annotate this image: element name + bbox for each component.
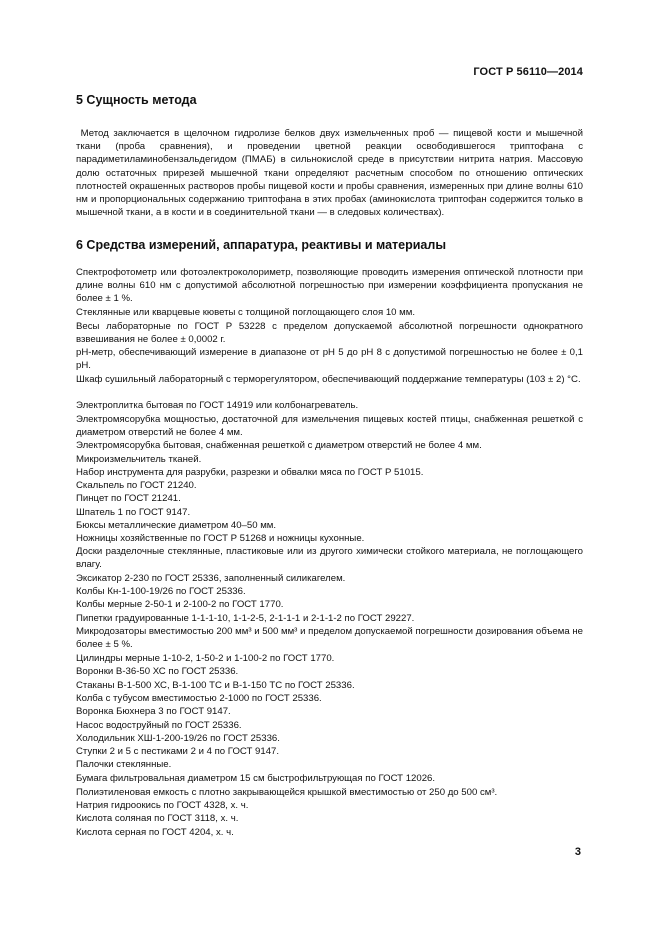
list-item: Микродозаторы вместимостью 200 мм³ и 500 мм³ и пределом допускаемой погрешности дозирования объема не более ± 5 %. — [76, 626, 583, 651]
list-item: Бюксы металлические диаметром 40–50 мм. — [76, 520, 277, 531]
list-item: Стеклянные или кварцевые кюветы с толщиной поглощающего слоя 10 мм. — [76, 307, 416, 318]
list-item: Пинцет по ГОСТ 21241. — [76, 493, 181, 504]
list-item: Весы лабораторные по ГОСТ Р 53228 с пределом допускаемой абсолютной погрешности однократного взвешивания не более ± 0,0002 г. — [76, 321, 583, 346]
list-item: Холодильник ХШ-1-200-19/26 по ГОСТ 25336. — [76, 733, 280, 744]
list-item: Цилиндры мерные 1-10-2, 1-50-2 и 1-100-2 по ГОСТ 1770. — [76, 653, 335, 664]
list-item: рН-метр, обеспечивающий измерение в диапазоне от рН 5 до рН 8 с допустимой погрешностью не более ± 0,1 рН. — [76, 347, 583, 372]
section-5-text — [76, 127, 583, 219]
list-item: Колбы Кн-1-100-19/26 по ГОСТ 25336. — [76, 586, 246, 597]
section-6-title: 6 Средства измерений, аппаратура, реактивы и материалы — [76, 238, 446, 252]
list-item: Пипетки градуированные 1-1-1-10, 1-1-2-5, 2-1-1-1 и 2-1-1-2 по ГОСТ 29227. — [76, 613, 415, 624]
list-item: Ножницы хозяйственные по ГОСТ Р 51268 и ножницы кухонные. — [76, 533, 365, 544]
list-item: Палочки стеклянные. — [76, 759, 172, 770]
list-item: Электромясорубка мощностью, достаточной для измельчения пищевых костей птицы, снабженная решеткой с диаметром отверстий не более 4 мм. — [76, 414, 583, 439]
list-item: Натрия гидроокись по ГОСТ 4328, х. ч. — [76, 800, 249, 811]
page-number: 3 — [574, 846, 581, 858]
list-item: Микроизмельчитель тканей. — [76, 454, 202, 465]
list-item: Спектрофотометр или фотоэлектроколориметр, позволяющие проводить измерения оптической плотности при длине волны 610 нм с допустимой абсолютной погрешностью при измерении коэффициента пропускания не более ± 1 %. — [76, 267, 583, 305]
list-item: Эксикатор 2-230 по ГОСТ 25336, заполненный силикагелем. — [76, 573, 346, 584]
list-item: Набор инструмента для разрубки, разрезки и обвалки мяса по ГОСТ Р 51015. — [76, 467, 424, 478]
list-item: Доски разделочные стеклянные, пластиковые или из другого химически стойкого материала, не поглощающего влагу. — [76, 546, 583, 571]
list-item: Скальпель по ГОСТ 21240. — [76, 480, 197, 491]
list-item: Полиэтиленовая емкость с плотно закрывающейся крышкой вместимостью от 250 до 500 см³. — [76, 787, 498, 798]
standard-header: ГОСТ Р 56110—2014 — [473, 66, 583, 78]
list-item: Колбы мерные 2-50-1 и 2-100-2 по ГОСТ 1770. — [76, 599, 284, 610]
list-item: Кислота соляная по ГОСТ 3118, х. ч. — [76, 813, 239, 824]
list-item: Электромясорубка бытовая, снабженная решеткой с диаметром отверстий не более 4 мм. — [76, 440, 482, 451]
list-item: Бумага фильтровальная диаметром 15 см быстрофильтрующая по ГОСТ 12026. — [76, 773, 436, 784]
list-item: Стаканы В-1-500 ХС, В-1-100 ТС и В-1-150 ТС по ГОСТ 25336. — [76, 680, 355, 691]
list-item: Воронка Бюхнера 3 по ГОСТ 9147. — [76, 706, 231, 717]
list-item: Ступки 2 и 5 с пестиками 2 и 4 по ГОСТ 9147. — [76, 746, 280, 757]
list-item: Насос водоструйный по ГОСТ 25336. — [76, 720, 242, 731]
list-item: Шкаф сушильный лабораторный с терморегулятором, обеспечивающий поддержание температуры (103 ± 2) °С. — [76, 374, 581, 385]
list-item: Кислота серная по ГОСТ 4204, х. ч. — [76, 827, 234, 838]
section-5-title: 5 Сущность метода — [76, 93, 197, 107]
list-item: Шпатель 1 по ГОСТ 9147. — [76, 507, 191, 518]
list-item: Воронки В-36-50 ХС по ГОСТ 25336. — [76, 666, 239, 677]
list-item: Электроплитка бытовая по ГОСТ 14919 или колбонагреватель. — [76, 400, 359, 411]
section-5-paragraph: Метод заключается в щелочном гидролизе белков двух измельченных проб — пищевой кости и мышечной ткани (проба сравнения), и проведении цветной реакции освободившегося триптофана с парадиметиламинобензальдегидом (ПМАБ) в сильнокислой среде в присутствии нитрита натрия. Массовую долю остаточных прирезей мышечной ткани определяют расчетным способом по отношению оптических плотностей окрашенных растворов пробы пищевой кости и пробы сравнения, измеренных при длине волны 610 нм и пропорциональных содержанию триптофана в этих пробах (аминокислота триптофан содержится только в мышечной ткани, а в кости и в соединительной ткани — в следовых количествах). — [76, 128, 584, 219]
list-item: Колба с тубусом вместимостью 2-1000 по ГОСТ 25336. — [76, 693, 322, 704]
